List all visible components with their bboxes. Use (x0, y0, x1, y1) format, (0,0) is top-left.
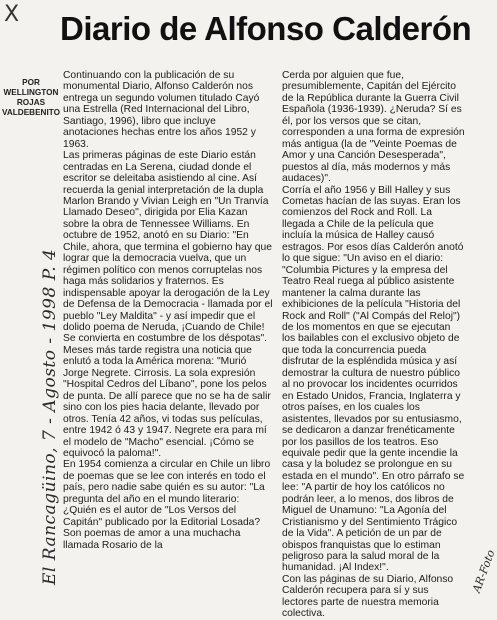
byline-line: VALDEBENITO (2, 108, 60, 117)
paragraph: Corría el año 1956 y Bill Halley y sus Cometas hacían de las suyas. Eran los comienzos del Rock and Roll. La llegada a Chile de la película que incluía la música de Halley causó estragos. Por esos días Calderón anotó lo que sigue: "Un aviso en el diario: "Columbia Pictures y la empresa del Teatro Real ruega al público asistente mantener la calma durante las exhibiciones de la película "Historia del Rock and Roll" ("Al Compás del Reloj") de los momentos en que se ejecutan los bailables con el exclusivo objeto de que toda la concurrencia pueda disfrutar de la espléndida música y así demostrar la cultura de nuestro público al no provocar los incidentes ocurridos en Estado Unidos, Francia, Inglaterra y otros países, en los cuales los asistentes, llevados por su entusiasmo, se dedicaron a danzar frenéticamente por los pasillos de los teatros. Eso equivale pedir que la gente incendie la casa y la boludez se prolongue en su estada en el mundo". En otro párrafo se lee: "A partir de hoy los católicos no podrán leer, a lo menos, dos libros de Miguel de Unamuno: "La Agonía del Cristianismo y del Sentimiento Trágico de la Vida". A petición de un par de obispos franquistas que lo estiman peligroso para la salud moral de la humanidad. ¡Al Index!". (282, 184, 465, 574)
article-column-left (63, 70, 273, 551)
handwritten-x-mark: X (4, 2, 20, 27)
paragraph: Continuando con la publicación de su monumental Diario, Alfonso Calderón nos entrega un segundo volumen titulado Cayó una Estrella (Red Internacional del Libro, Santiago, 1996), libro que incluye anotaciones hechas entre los años 1952 y 1963. (63, 70, 260, 150)
article-column-right (282, 70, 466, 620)
handwritten-corner-note: AR-Foto (470, 548, 497, 595)
byline-line: ROJAS (16, 98, 46, 107)
article-title: Diario de Alfonso Calderón (60, 10, 472, 47)
byline (2, 78, 60, 118)
byline-line: WELLINGTON (3, 88, 59, 97)
byline-line: POR (22, 78, 40, 87)
paragraph: Cerda por alguien que fue, presumiblemente, Capitán del Ejército de la República durante la Guerra Civil Española (1936-1939). ¿Neruda? Sí es él, por los versos que se citan, corresponden a una forma de expresión más antigua (la de "Veinte Poemas de Amor y una Canción Desesperada", puestos al día, más modernos y más audaces)". (282, 70, 465, 185)
paragraph: En 1954 comienza a circular en Chile un libro de poemas que se lee con interés en todo el país, pero nadie sabe quién es su autor: "La pregunta del año en el mundo literario: ¿Quién es el autor de "Los Versos del Capitán" publicado por la Editorial Losada? Son poemas de amor a una muchacha llamada Rosario de la (63, 459, 271, 551)
paragraph: Las primeras páginas de este Diario están centradas en La Serena, ciudad donde el escritor se deleitaba asistiendo al cine. Así recuerda la genial interpretación de la dupla Marlon Brando y Vivian Leigh en "Un Tranvía Llamado Deseo", dirigida por Elia Kazan sobre la obra de Tennessee Williams. En octubre de 1952, anotó en su Diario: "En Chile, ahora, que termina el gobierno hay que lograr que la democracia vuelva, que un régimen político con menos corruptelas nos haga más solidarios y fraternos. Es indispensable apoyar la derogación de la Ley de Defensa de la Democracia - llamada por el pueblo "Ley Maldita" - y así impedir que el dolido poema de Neruda, ¡Cuando de Chile! Se convierta en costumbre de los déspotas". Meses más tarde registra una noticia que enlutó a toda la América morena: "Murió Jorge Negrete. Cirrosis. La sola expresión "Hospital Cedros del Líbano", pone los pelos de punta. De allí parece que no se ha de salir sino con los pies hacia delante, llevado por otros. Tenía 42 años, vi todas sus películas, entre 1942 ó 43 y 1947. Negrete era para mí el modelo de "Macho" esencial. ¡Cómo se equivocó la paloma!". (63, 150, 273, 459)
paragraph: Con las páginas de su Diario, Alfonso Calderón recupera para sí y sus lectores parte de nuestra memoria colectiva. (282, 573, 454, 620)
handwritten-source-date: El Rancagüino, 7 - Agosto - 1998 P. 4 (40, 248, 60, 585)
